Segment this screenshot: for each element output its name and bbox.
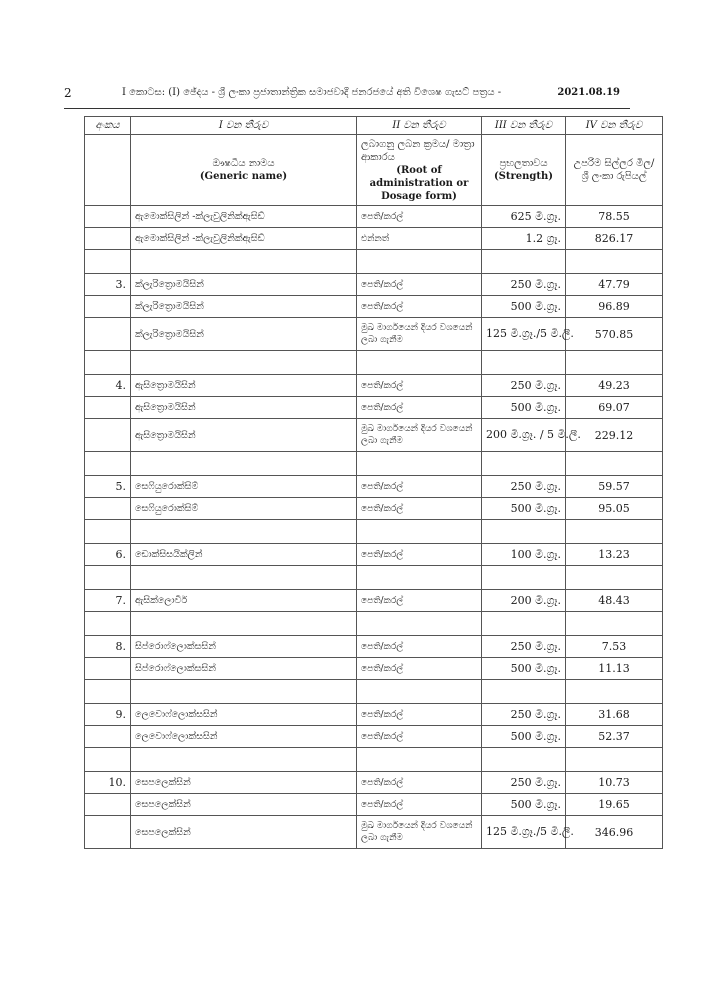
dosage-form: එන්නත් bbox=[357, 228, 482, 250]
column-header-row bbox=[85, 117, 663, 135]
dosage-form: පෙති/කරල් bbox=[357, 375, 482, 397]
table-row bbox=[85, 816, 663, 849]
dosage-form: පෙති/කරල් bbox=[357, 794, 482, 816]
sub-header-strength bbox=[482, 135, 566, 206]
spacer-row bbox=[85, 520, 663, 544]
row-number bbox=[85, 658, 131, 680]
spacer-row bbox=[85, 680, 663, 704]
sub-header-price bbox=[566, 135, 663, 206]
table-row bbox=[85, 658, 663, 680]
strength: 250 මි.ග්‍රෑ. bbox=[482, 636, 566, 658]
row-number: 5. bbox=[85, 476, 131, 498]
strength: 125 මි.ග්‍රෑ./5 මි.ලී. bbox=[482, 816, 566, 849]
strength: 500 මි.ග්‍රෑ. bbox=[482, 658, 566, 680]
strength: 500 මි.ග්‍රෑ. bbox=[482, 794, 566, 816]
row-number bbox=[85, 419, 131, 452]
dosage-form: පෙති/කරල් bbox=[357, 296, 482, 318]
max-retail-price: 229.12 bbox=[566, 419, 663, 452]
sub-header-generic bbox=[131, 135, 357, 206]
sub-header-empty bbox=[85, 135, 131, 206]
strength: 500 මි.ග්‍රෑ. bbox=[482, 397, 566, 419]
route-en: (Root of administration or Dosage form) bbox=[369, 164, 469, 202]
dosage-form: පෙති/කරල් bbox=[357, 772, 482, 794]
strength: 250 මි.ග්‍රෑ. bbox=[482, 772, 566, 794]
col-header-number: අංකය bbox=[85, 117, 131, 135]
row-number bbox=[85, 816, 131, 849]
table-row bbox=[85, 794, 663, 816]
dosage-form: පෙති/කරල් bbox=[357, 397, 482, 419]
spacer-row bbox=[85, 612, 663, 636]
dosage-form: පෙති/කරල් bbox=[357, 636, 482, 658]
table-row bbox=[85, 476, 663, 498]
generic-name: ක්ලැරිත්‍රොමයිසින් bbox=[131, 296, 357, 318]
max-retail-price: 10.73 bbox=[566, 772, 663, 794]
generic-name: සිප්රොෆ්ලොක්සසින් bbox=[131, 658, 357, 680]
table-row bbox=[85, 296, 663, 318]
table-row bbox=[85, 419, 663, 452]
dosage-form: පෙති/කරල් bbox=[357, 658, 482, 680]
table-row bbox=[85, 228, 663, 250]
generic-name: ක්ලැරිත්‍රොමයිසින් bbox=[131, 318, 357, 351]
max-retail-price: 47.79 bbox=[566, 274, 663, 296]
gazette-title: I කොටස: (I) ඡේදය - ශ්‍රී ලංකා ප්‍රජාතාන්ත්‍රික සමාජවාදී ජනරජයේ අති විශෙෂ ගැසට් පත්‍රය - bbox=[122, 87, 502, 98]
dosage-form: පෙති/කරල් bbox=[357, 498, 482, 520]
generic-name: සෙපලෙක්සින් bbox=[131, 794, 357, 816]
generic-name: සෙෆියුරොක්සිම් bbox=[131, 498, 357, 520]
row-number: 4. bbox=[85, 375, 131, 397]
spacer-row bbox=[85, 748, 663, 772]
table-row bbox=[85, 544, 663, 566]
generic-name: ලෙවොෆ්ලොක්සසින් bbox=[131, 726, 357, 748]
table-row bbox=[85, 636, 663, 658]
row-number bbox=[85, 726, 131, 748]
max-retail-price: 13.23 bbox=[566, 544, 663, 566]
strength: 200 මි.ග්‍රෑ. bbox=[482, 590, 566, 612]
row-number bbox=[85, 318, 131, 351]
col-header-1: I වන තීරුව bbox=[131, 117, 357, 135]
generic-name: ඇසිත්‍රොමයිසින් bbox=[131, 397, 357, 419]
max-retail-price: 826.17 bbox=[566, 228, 663, 250]
dosage-form: පෙති/කරල් bbox=[357, 544, 482, 566]
table-row bbox=[85, 397, 663, 419]
strength: 125 මි.ග්‍රෑ./5 මි.ලී. bbox=[482, 318, 566, 351]
dosage-form: මුඛ මාර්ගයෙන් දියර වශයෙන් ලබා ගැනීම bbox=[357, 318, 482, 351]
max-retail-price: 59.57 bbox=[566, 476, 663, 498]
table-row bbox=[85, 206, 663, 228]
sub-header-route bbox=[357, 135, 482, 206]
row-number: 9. bbox=[85, 704, 131, 726]
col-header-4: IV වන තීරුව bbox=[566, 117, 663, 135]
strength: 250 මි.ග්‍රෑ. bbox=[482, 274, 566, 296]
strength-en: (Strength) bbox=[493, 171, 554, 182]
strength: 500 මි.ග්‍රෑ. bbox=[482, 296, 566, 318]
strength: 500 මි.ග්‍රෑ. bbox=[482, 498, 566, 520]
max-retail-price: 19.65 bbox=[566, 794, 663, 816]
generic-name: ක්ලැරිත්‍රොමයිසින් bbox=[131, 274, 357, 296]
spacer-row bbox=[85, 452, 663, 476]
dosage-form: මුඛ මාර්ගයෙන් දියර වශයෙන් ලබා ගැනීම bbox=[357, 816, 482, 849]
generic-name: ඇමොක්සිලින් -ක්ලැවුලිනික්ඇසිඩ් bbox=[131, 206, 357, 228]
strength-si: ප්‍රභලතාවය bbox=[499, 158, 548, 169]
table-row bbox=[85, 704, 663, 726]
drug-price-table bbox=[84, 116, 663, 849]
table-row bbox=[85, 726, 663, 748]
table-row bbox=[85, 318, 663, 351]
strength: 1.2 ග්‍රෑ. bbox=[482, 228, 566, 250]
max-retail-price: 346.96 bbox=[566, 816, 663, 849]
strength: 200 මි.ග්‍රෑ. / 5 මි.ලී. bbox=[482, 419, 566, 452]
dosage-form: පෙති/කරල් bbox=[357, 726, 482, 748]
generic-name: සෙපලෙක්සින් bbox=[131, 772, 357, 794]
dosage-form: මුඛ මාර්ගයෙන් දියර වශයෙන් ලබා ගැනීම bbox=[357, 419, 482, 452]
dosage-form: පෙති/කරල් bbox=[357, 704, 482, 726]
max-retail-price: 69.07 bbox=[566, 397, 663, 419]
max-retail-price: 49.23 bbox=[566, 375, 663, 397]
row-number: 8. bbox=[85, 636, 131, 658]
table-row bbox=[85, 590, 663, 612]
table-row bbox=[85, 772, 663, 794]
row-number bbox=[85, 296, 131, 318]
row-number: 7. bbox=[85, 590, 131, 612]
page-header bbox=[64, 86, 624, 104]
route-si: ලබාගනු ලබන ක්‍රමය/ මාත්‍රා ආකාරය bbox=[361, 138, 475, 163]
dosage-form: පෙති/කරල් bbox=[357, 476, 482, 498]
page-number: 2 bbox=[64, 86, 72, 100]
max-retail-price: 31.68 bbox=[566, 704, 663, 726]
generic-name-en: (Generic name) bbox=[199, 171, 288, 182]
row-number bbox=[85, 498, 131, 520]
dosage-form: පෙති/කරල් bbox=[357, 274, 482, 296]
row-number bbox=[85, 794, 131, 816]
sub-header-row bbox=[85, 135, 663, 206]
row-number: 6. bbox=[85, 544, 131, 566]
generic-name: ඇසිත්‍රොමයිසින් bbox=[131, 419, 357, 452]
table-row bbox=[85, 274, 663, 296]
max-retail-price: 48.43 bbox=[566, 590, 663, 612]
row-number: 10. bbox=[85, 772, 131, 794]
generic-name: ඇමොක්සිලින් -ක්ලැවුලිනික්ඇසිඩ් bbox=[131, 228, 357, 250]
max-retail-price: 78.55 bbox=[566, 206, 663, 228]
spacer-row bbox=[85, 250, 663, 274]
max-retail-price: 52.37 bbox=[566, 726, 663, 748]
max-retail-price: 96.89 bbox=[566, 296, 663, 318]
dosage-form: පෙති/කරල් bbox=[357, 206, 482, 228]
generic-name-si: ඖෂධීය නාමය bbox=[212, 158, 275, 169]
generic-name: ඇසික්ලොවීර් bbox=[131, 590, 357, 612]
generic-name: සෙපලෙක්සින් bbox=[131, 816, 357, 849]
col-header-3: III වන තීරුව bbox=[482, 117, 566, 135]
row-number bbox=[85, 206, 131, 228]
price-si: උපරිම සිල්ලර මිල/ ශ්‍රී ලංකා රුපියල් bbox=[573, 158, 655, 182]
table-row bbox=[85, 498, 663, 520]
max-retail-price: 95.05 bbox=[566, 498, 663, 520]
dosage-form: පෙති/කරල් bbox=[357, 590, 482, 612]
row-number: 3. bbox=[85, 274, 131, 296]
strength: 250 මි.ග්‍රෑ. bbox=[482, 704, 566, 726]
table-row bbox=[85, 375, 663, 397]
max-retail-price: 11.13 bbox=[566, 658, 663, 680]
col-header-2: II වන තීරුව bbox=[357, 117, 482, 135]
spacer-row bbox=[85, 351, 663, 375]
generic-name: ලෙවොෆ්ලොක්සසින් bbox=[131, 704, 357, 726]
max-retail-price: 570.85 bbox=[566, 318, 663, 351]
row-number bbox=[85, 228, 131, 250]
strength: 500 මි.ග්‍රෑ. bbox=[482, 726, 566, 748]
strength: 100 මි.ග්‍රෑ. bbox=[482, 544, 566, 566]
spacer-row bbox=[85, 566, 663, 590]
generic-name: ඇසිත්‍රොමයිසින් bbox=[131, 375, 357, 397]
max-retail-price: 7.53 bbox=[566, 636, 663, 658]
strength: 250 මි.ග්‍රෑ. bbox=[482, 476, 566, 498]
generic-name: ඩොක්සිසයික්ලින් bbox=[131, 544, 357, 566]
row-number bbox=[85, 397, 131, 419]
generic-name: සිප්රොෆ්ලොක්සසින් bbox=[131, 636, 357, 658]
gazette-date: 2021.08.19 bbox=[557, 87, 620, 98]
strength: 625 මි.ග්‍රෑ. bbox=[482, 206, 566, 228]
generic-name: සෙෆියුරොක්සිම් bbox=[131, 476, 357, 498]
strength: 250 මි.ග්‍රෑ. bbox=[482, 375, 566, 397]
header-divider bbox=[64, 108, 630, 109]
